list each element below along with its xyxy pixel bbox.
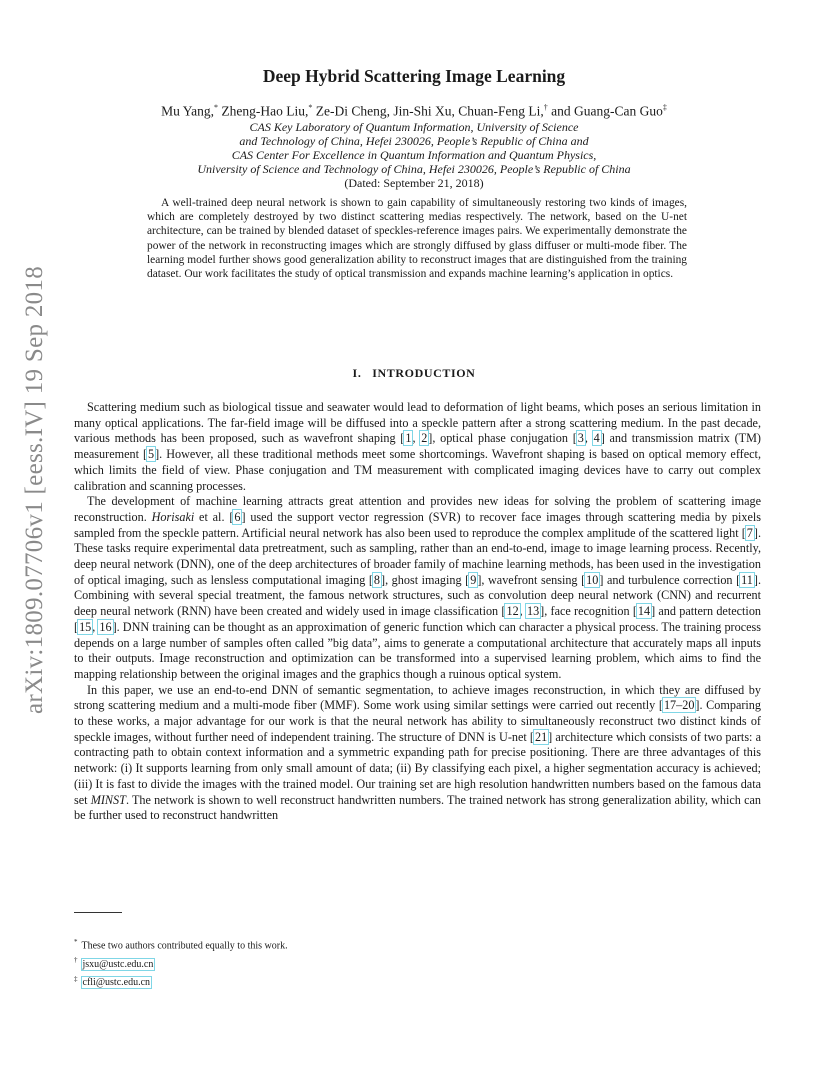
footnote-mark: ‡ bbox=[74, 974, 78, 983]
text-run: et al. bbox=[194, 509, 230, 524]
author-name: Ze-Di Cheng, Jin-Shi Xu, bbox=[315, 103, 455, 119]
body-text bbox=[74, 400, 761, 824]
citation-link[interactable]: 2 bbox=[421, 431, 428, 446]
author-name: Chuan-Feng Li, bbox=[458, 103, 544, 119]
author-mark[interactable]: ‡ bbox=[662, 103, 667, 112]
affiliation-line: CAS Center For Excellence in Quantum Information and Quantum Physics, bbox=[231, 148, 597, 162]
author-mark[interactable]: † bbox=[543, 103, 548, 112]
text-run: and pattern detection bbox=[655, 604, 762, 619]
author-mark[interactable]: * bbox=[308, 103, 313, 112]
citation-link[interactable]: 6 bbox=[234, 509, 241, 524]
affiliation-line: University of Science and Technology of China, Hefei 230026, People’s Republic of China bbox=[197, 162, 631, 176]
text-run: The development of machine learning attracts great attention and provides new ideas for solving the problem of scattering image reconstruction. bbox=[74, 494, 761, 524]
text-run: , optical phase conjugation bbox=[432, 431, 573, 446]
footnote-mark: * bbox=[74, 938, 78, 946]
text-run: In this paper, we use an end-to-end DNN of semantic segmentation, to achieve images reconstruction, in which they are diffused by strong scattering medium and a multi-mode fiber (MMF). Some work using similar settings were carried out recently bbox=[74, 682, 761, 713]
citation-link[interactable]: 14 bbox=[637, 604, 651, 619]
citation-link[interactable]: 13 bbox=[526, 604, 540, 619]
text-run: . However, all these traditional methods meet some shortcomings. Wavefront shaping is based on optical memory effect, which limits the field of view. Phase conjugation and TM measurement with complicated imaging devices have to carry out complex calibration and scanning processes. bbox=[74, 447, 761, 493]
text-run: architecture which consists of two parts: a contracting path to obtain context information and a symmetric expanding path for precise positioning. There are three advantages of this network: (i) It supports learning from only small amount of data; (ii) By classifying each pixel, a higher segmentation accuracy is achieved; (iii) It is fast to divide the images with the trained model. Our training set are high resolution handwritten numbers based on the famous data set bbox=[74, 729, 761, 807]
affiliation-line: CAS Key Laboratory of Quantum Information, University of Science bbox=[249, 120, 579, 134]
text-run: . The network is shown to well reconstruct handwritten numbers. The trained network has strong generalization ability, which can be further used to reconstruct handwritten bbox=[74, 792, 761, 823]
text-run: Scattering medium such as biological tissue and seawater would lead to deformation of light beams, which poses an serious limitation in many optical applications. The far-field image will be diffused into a speckle pattern after a strong scattering medium. In the past decade, various methods has been proposed, such as wavefront shaping bbox=[74, 400, 761, 446]
footnote bbox=[74, 972, 288, 990]
citation-link[interactable]: 8 bbox=[373, 572, 381, 587]
citation-link[interactable]: 21 bbox=[534, 729, 548, 744]
citation-link[interactable]: 17–20 bbox=[663, 698, 695, 713]
citation-link[interactable]: 1 bbox=[405, 431, 412, 446]
author-list bbox=[0, 103, 828, 120]
email-link[interactable]: cfli@ustc.edu.cn bbox=[82, 976, 151, 988]
citation-link[interactable]: 7 bbox=[746, 525, 753, 540]
citation-link[interactable]: 5 bbox=[148, 447, 155, 462]
arxiv-identifier: arXiv:1809.07706v1 [eess.IV] 19 Sep 2018 bbox=[21, 265, 48, 715]
text-run: . DNN training can be thought as an approximation of generic function which can character a physical process. The training process depends on a large number of samples often called ”big data”, aims to generate a computational architecture that accurately maps all inputs to their outputs. Image reconstruction and optimization can be transformed into a supervised learning problem, which aims to find the mapping relationship between the original images and the graphics though a ruinous optical system. bbox=[74, 619, 761, 681]
section-title: INTRODUCTION bbox=[372, 366, 476, 380]
text-run: . Combining with several special treatment, the famous network structures, such as convolution deep neural network (CNN) and recurrent deep neural network (RNN) have been created and widely used in image classification bbox=[74, 572, 761, 619]
text-run: . Comparing to these works, a major advantage for our work is that the neural network has ability to simultaneously reconstruct two distinct kinds of speckle images, without further need of independent training. The structure of DNN is U-net bbox=[74, 698, 761, 744]
text-run: . These tasks require experimental data pretreatment, such as sampling, rather than an end-to-end, image to image learning process. Recently, deep neural network (DNN), one of the deep architectures of broader family of machine learning methods, has been used in the investigation of optical imaging, such as lensless computational imaging bbox=[74, 525, 761, 587]
paragraph: The development of machine learning attracts great attention and provides new ideas for solving the problem of scattering image reconstruction. Horisaki et al. [6] used the support vector regression (SVR) to recover face images through scattering media by pixels sampled from the speckle pattern. Artificial neural network has also been used to reproduce the complex amplitude of the scattered light [7]. These tasks require experimental data pretreatment, such as sampling, rather than an end-to-end, image to image learning process. Recently, deep neural network (DNN), one of the deep architectures of broader family of machine learning methods, has been used in the investigation of optical imaging, such as lensless computational imaging [8], ghost imaging [9], wavefront sensing [10] and turbulence correction [11]. Combining with several special treatment, the famous network structures, such as convolution deep neural network (CNN) and recurrent deep neural network (RNN) have been created and widely used in image classification [12, 13], face recognition [14] and pattern detection [15, 16]. DNN training can be thought as an approximation of generic function which can character a physical process. The training process depends on a large number of samples often called ”big data”, aims to generate a computational architecture that accurately maps all inputs to their outputs. Image reconstruction and optimization can be transformed into a supervised learning problem, which aims to find the mapping relationship between the original images and the graphics though a ruinous optical system. bbox=[74, 494, 762, 681]
text-run: , wavefront sensing bbox=[481, 572, 582, 587]
author-name: and Guang-Can Guo bbox=[551, 103, 663, 119]
footnotes bbox=[74, 935, 288, 990]
text-run: , face recognition bbox=[544, 604, 633, 619]
paper-date: (Dated: September 21, 2018) bbox=[344, 176, 484, 190]
text-run: used the support vector regression (SVR) to recover face images through scattering media by pixels sampled from the speckle pattern. Artificial neural network has also been used to reproduce the complex amplitude of the scattered light bbox=[74, 509, 762, 540]
citation-link[interactable]: 16 bbox=[99, 619, 112, 634]
text-run: and turbulence correction bbox=[603, 572, 737, 587]
abstract: A well-trained deep neural network is shown to gain capability of simultaneously restoring two kinds of images, which are completely destroyed by two distinct scattering medias respectively. The network, based on the U-net architecture, can be trained by blended dataset of speckles-reference images pairs. We experimentally demonstrate the power of the network in reconstructing images which are strongly diffused by glass diffuser or multi-mode fiber. The learning model further shows good generalization ability to reconstruct images that are distinguished from the training dataset. Our work facilitates the study of optical transmission and expands machine learning’s application in optics. bbox=[147, 197, 687, 281]
footnote bbox=[74, 953, 288, 971]
citation-link[interactable]: 10 bbox=[586, 572, 599, 587]
citation-link[interactable]: 11 bbox=[741, 572, 753, 587]
author-reference: Horisaki bbox=[151, 509, 195, 524]
paragraph: Scattering medium such as biological tissue and seawater would lead to deformation of light beams, which poses an serious limitation in many optical applications. The far-field image will be diffused into a speckle pattern after a strong scattering medium. In the past decade, various methods has been proposed, such as wavefront shaping [1, 2], optical phase conjugation [3, 4] and transmission matrix (TM) measurement [5]. However, all these traditional methods meet some shortcomings. Wavefront shaping is based on optical memory effect, which limits the field of view. Phase conjugation and TM measurement with complicated imaging devices have to carry out complex calibration and scanning processes. bbox=[74, 400, 761, 493]
footnote-text: These two authors contributed equally to this work. bbox=[81, 940, 288, 952]
text-run: and transmission matrix (TM) measurement bbox=[74, 431, 761, 462]
section-number: I. bbox=[352, 366, 362, 380]
email-link[interactable]: jsxu@ustc.edu.cn bbox=[82, 958, 154, 970]
author-mark[interactable]: * bbox=[214, 103, 219, 112]
paper-title: Deep Hybrid Scattering Image Learning bbox=[262, 66, 566, 86]
paragraph: In this paper, we use an end-to-end DNN of semantic segmentation, to achieve images reconstruction, in which they are diffused by strong scattering medium and a multi-mode fiber (MMF). Some work using similar settings were carried out recently [17–20]. Comparing to these works, a major advantage for our work is that the neural network has ability to simultaneously reconstruct two distinct kinds of speckle images, without further need of independent training. The structure of DNN is U-net [21] architecture which consists of two parts: a contracting path to obtain context information and a symmetric expanding path for precise positioning. There are three advantages of this network: (i) It supports learning from only small amount of data; (ii) By classifying each pixel, a higher segmentation accuracy is achieved; (iii) It is fast to divide the images with the trained model. Our training set are high resolution handwritten numbers based on the famous data set MINST. The network is shown to well reconstruct handwritten numbers. The trained network has strong generalization ability, which can be further used to reconstruct handwritten bbox=[74, 682, 761, 823]
citation-link[interactable]: 9 bbox=[470, 572, 477, 587]
citation-link[interactable]: 4 bbox=[593, 431, 600, 446]
footnote-rule bbox=[74, 912, 122, 913]
dataset-name: MINST bbox=[90, 792, 126, 807]
text-run: , ghost imaging bbox=[385, 572, 466, 587]
author-name: Zheng-Hao Liu, bbox=[221, 103, 309, 119]
footnote bbox=[74, 935, 288, 953]
section-heading bbox=[0, 366, 828, 381]
citation-link[interactable]: 12 bbox=[506, 604, 519, 619]
author-name: Mu Yang, bbox=[161, 103, 215, 119]
citation-link[interactable]: 3 bbox=[577, 431, 584, 446]
arxiv-stamp bbox=[12, 265, 58, 715]
citation-link[interactable]: 15 bbox=[79, 619, 92, 634]
affiliation-line: and Technology of China, Hefei 230026, People’s Republic of China and bbox=[239, 134, 589, 148]
footnote-mark: † bbox=[74, 956, 78, 965]
